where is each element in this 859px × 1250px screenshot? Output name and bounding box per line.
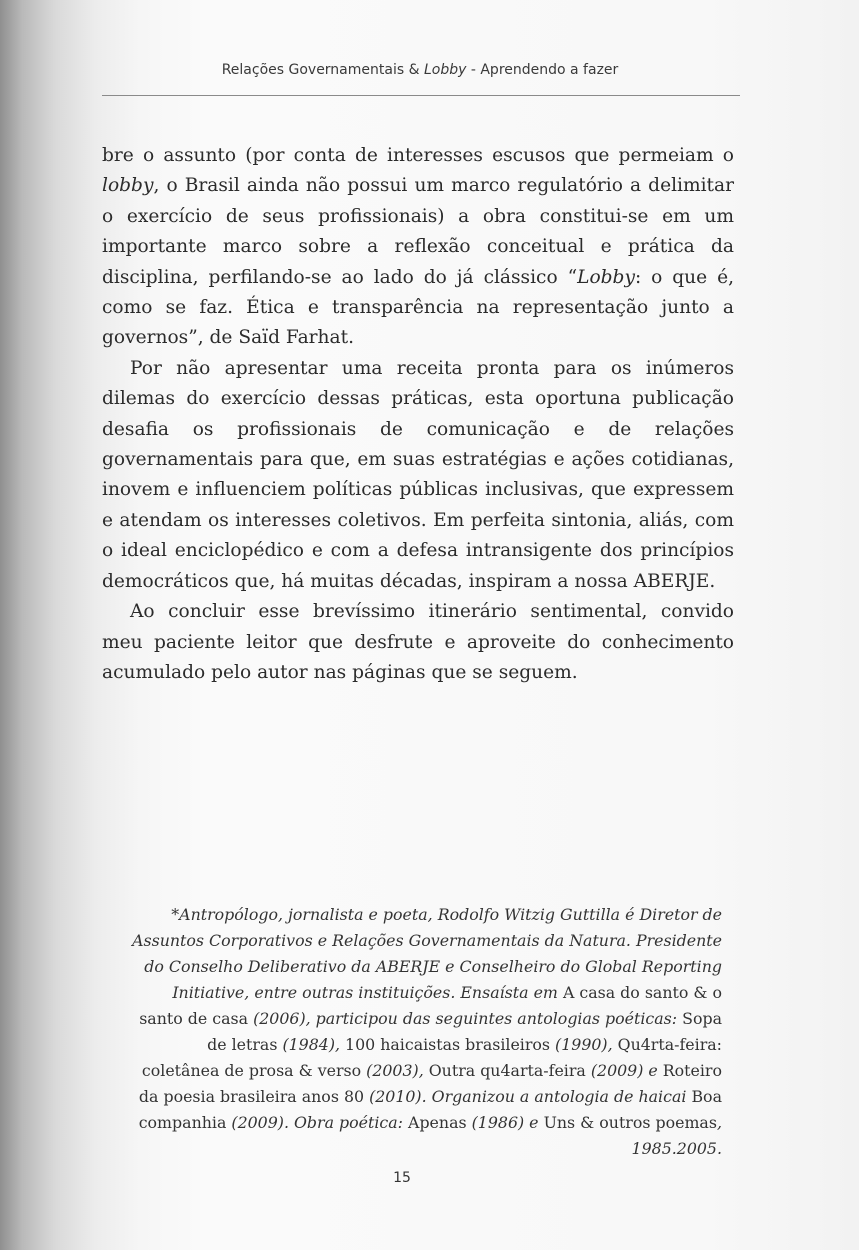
footnote-run: (2009). Obra poética: (226, 1113, 409, 1132)
header-title-italic: Lobby (423, 62, 467, 78)
footnote-run: Apenas (408, 1113, 467, 1132)
footnote-run: (2006), participou das seguintes antologias poéticas: (248, 1009, 683, 1028)
footnote-run: (1986) e (466, 1113, 544, 1132)
footnote-run: (1984), (277, 1035, 346, 1054)
footnote-run: (2009) e (585, 1061, 663, 1080)
page-number: 15 (393, 1170, 411, 1186)
footnote-run: Roteiro da poesia brasileira anos 80 (138, 1061, 722, 1106)
footnote-run: Sopa de letras (207, 1009, 722, 1054)
body.p1-run: Lobby (577, 266, 635, 288)
running-header (100, 62, 740, 78)
footnote-run: (2003), (361, 1061, 429, 1080)
paragraph-3: Ao concluir esse brevíssimo itinerário sentimental, convido meu paciente leitor que desfrute e aproveite do conhecimento acumulado pelo autor nas páginas que se seguem. (102, 601, 734, 683)
body.p1-run: bre o assunto (por conta de interesses escusos que permeiam o (102, 145, 734, 166)
footnote-run: (2010). Organizou a antologia de haicai (364, 1087, 692, 1106)
header-title-pre: Relações Governamentais & (221, 62, 424, 78)
footnote-run: , 1985.2005. (631, 1113, 722, 1158)
footnote-run: 100 haicaistas brasileiros (345, 1035, 551, 1054)
body.p1-run: , o Brasil ainda não possui um marco regulatório a delimitar o exercício de seus profissionais) a obra constitui-se em um importante marco sobre a reflexão conceitual e prática da disciplina, perfilando-se ao lado do já clássico “ (102, 175, 734, 288)
header-title-post: - Aprendendo a fazer (466, 62, 619, 78)
footnote-run: Boa companhia (138, 1087, 722, 1132)
paragraph-1 (102, 141, 734, 354)
body-text (102, 141, 734, 688)
author-footnote (125, 902, 722, 1162)
footnote-run: Qu4rta-feira: coletânea de prosa & verso (141, 1035, 722, 1080)
footnote-run: Outra qu4arta-feira (428, 1061, 586, 1080)
footnote-run: A casa do santo & o santo de casa (139, 983, 722, 1028)
footnote-run: *Antropólogo, jornalista e poeta, Rodolfo Witzig Guttilla é Diretor de Assuntos Corporativos e Relações Governamentais da Natura. Presidente do Conselho Deliberativo da ABERJE e Conselheiro do Global Reporting Initiative, entre outras instituições. Ensaísta em (132, 905, 722, 1002)
footnote-run: Uns & outros poemas (543, 1113, 717, 1132)
header-divider (102, 95, 740, 96)
footnote-run: (1990), (550, 1035, 618, 1054)
body.p1-run: : o que é, como se faz. Ética e transparência na representação junto a governos”, de Saïd Farhat. (102, 266, 734, 349)
body.p1-run: lobby (102, 175, 154, 197)
paragraph-2: Por não apresentar uma receita pronta para os inúmeros dilemas do exercício dessas práticas, esta oportuna publicação desafia os profissionais de comunicação e de relações governamentais para que, em suas estratégias e ações cotidianas, inovem e influenciem políticas públicas inclusivas, que expressem e atendam os interesses coletivos. Em perfeita sintonia, aliás, com o ideal enciclopédico e com a defesa intransigente dos princípios democráticos que, há muitas décadas, inspiram a nossa ABERJE. (102, 357, 734, 592)
